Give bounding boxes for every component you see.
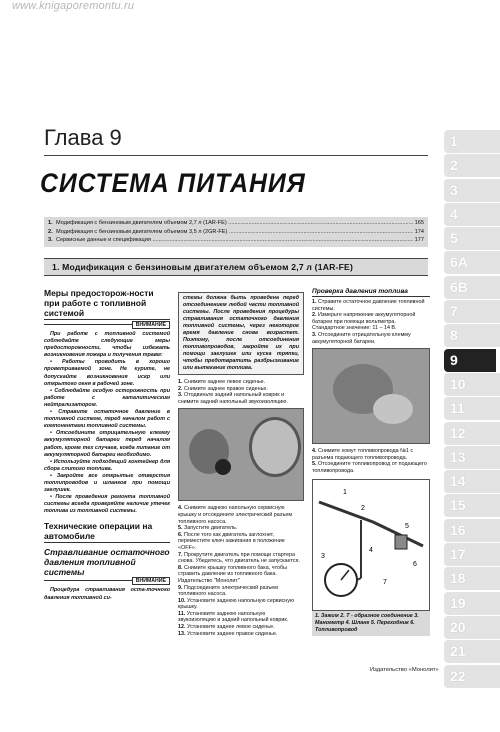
step-item xyxy=(312,448,430,461)
photo-detail xyxy=(249,417,301,477)
warning-continuation: стемы должна быть проведена перед отсоединением любой части топливной системы. После проведения процедуры стравливания остаточного давления топливной системы, через некоторое время давление снова возрастет. Поэтому, после отсоединения топливопроводов, закройте их при помощи заглушек или куска тряпки, чтобы предотвратить разбрызгивание или вытекание топлива. xyxy=(178,292,304,375)
step-item xyxy=(178,624,304,631)
chapter-tab[interactable]: 10 xyxy=(444,373,500,396)
toc-entry[interactable] xyxy=(48,236,424,245)
step-text: Отодвиньте задний напольный коврик и снимите задний напольный звукоизоляцию. xyxy=(178,392,288,405)
chapter-tab-active[interactable]: 9 xyxy=(444,349,496,372)
step-item xyxy=(312,299,430,312)
step-number: 8. xyxy=(178,564,183,571)
chapter-tab[interactable]: 6В xyxy=(444,276,500,299)
step-number: 1. xyxy=(312,299,317,305)
chapter-tab[interactable]: 7 xyxy=(444,300,500,323)
site-watermark: www.knigaporemontu.ru xyxy=(12,0,135,12)
step-list xyxy=(312,299,430,345)
fuel-pump-cover-photo xyxy=(178,408,304,501)
table-of-contents xyxy=(44,217,428,247)
chapter-tab[interactable]: 20 xyxy=(444,616,500,639)
chapter-tab[interactable]: 21 xyxy=(444,640,500,663)
chapter-divider xyxy=(44,155,428,156)
chapter-tab[interactable]: 15 xyxy=(444,494,500,517)
chapter-tab[interactable]: 12 xyxy=(444,422,500,445)
step-text: Снимите хомут топливопровода №1 с разъема подающего топливопровода. xyxy=(312,448,414,461)
chapter-title: СИСТЕМА ПИТАНИЯ xyxy=(40,168,306,198)
step-text: Отсоедините топливопровод от подающего топливопровода. xyxy=(312,461,427,474)
step-item xyxy=(312,312,430,332)
warning-paragraph: • Стравите остаточное давление в топливной системе, перед началом работ с компонентами топливной системы. xyxy=(44,409,170,430)
step-number: 4. xyxy=(178,505,183,512)
diagram-label: 3 xyxy=(321,552,325,560)
step-number: 10. xyxy=(178,597,186,604)
step-item xyxy=(178,611,304,624)
step-text: После того как двигатель заглохнет, переместите ключ зажигания в положение «OFF». xyxy=(178,531,285,551)
step-number: 9. xyxy=(178,584,183,591)
chapter-tabs xyxy=(444,130,500,689)
step-number: 11. xyxy=(178,610,186,617)
warning-paragraph: Процедура стравливания оста-точного давления топливной си- xyxy=(44,587,170,601)
warning-header xyxy=(44,324,170,329)
step-item xyxy=(178,565,304,585)
toc-text: Модификация с бензиновым двигателем объемом 3,5 л (2GR-FE) ..... xyxy=(56,228,413,237)
diagram-label: 5 xyxy=(405,522,409,530)
step-number: 5. xyxy=(178,525,183,532)
warning-paragraph: • Работы проводить в хорошо проветриваемой зоне. Не курите, не допускайте возникновения искр или открытого огня в рабочей зоне. xyxy=(44,359,170,387)
step-item xyxy=(178,598,304,611)
step-item xyxy=(178,585,304,598)
step-text: Отсоедините отрицательную клемму аккумуляторной батареи. xyxy=(312,331,411,345)
diagram-label: 7 xyxy=(383,578,387,586)
warning-tag: ВНИМАНИЕ xyxy=(132,577,170,585)
step-item xyxy=(178,505,304,525)
step-number: 12. xyxy=(178,624,186,631)
step-number: 7. xyxy=(178,551,183,558)
diagram-label: 6 xyxy=(413,560,417,568)
step-text: Снимите заднюю напольную сервисную крышку и отсоедините электрический разъем топливного насоса. xyxy=(178,505,293,525)
chapter-tab[interactable]: 14 xyxy=(444,470,500,493)
chapter-tab[interactable]: 8 xyxy=(444,324,500,347)
photo-detail xyxy=(215,459,231,475)
diagram-label: 4 xyxy=(369,546,373,554)
toc-text: Модификация с бензиновым двигателем объемом 2,7 л (1AR-FE) ..... xyxy=(56,219,413,228)
step-text: Установите заднюю напольную сервисную крышку. xyxy=(178,597,295,611)
fuel-line-photo xyxy=(312,348,430,444)
step-item xyxy=(178,631,304,638)
warning-paragraph: • После проведения ремонта топливной системы всегда проверяйте наличие утечек топлива из топливной системы. xyxy=(44,494,170,515)
chapter-tab[interactable]: 13 xyxy=(444,446,500,469)
chapter-tab[interactable]: 22 xyxy=(444,665,500,688)
section-header: 1. Модификация с бензиновым двигателем объемом 2,7 л (1AR-FE) xyxy=(44,258,428,276)
chapter-tab[interactable]: 3 xyxy=(444,179,500,202)
toc-page: 165 xyxy=(414,220,424,226)
step-text: Снимите крышку топливного бака, чтобы стравить давление из топливного бака. Издательство "Монолит" xyxy=(178,564,287,584)
chapter-tab[interactable]: 16 xyxy=(444,519,500,542)
fuel-pressure-heading: Проверка давления топлива xyxy=(312,288,430,297)
diagram-caption: 1. Зажим 2. Т - образное соединение 3. Манометр 4. Шланг 5. Переходник 6. Топливопровод xyxy=(312,611,430,636)
chapter-tab[interactable]: 19 xyxy=(444,592,500,615)
chapter-tab[interactable]: 18 xyxy=(444,567,500,590)
chapter-tab[interactable]: 1 xyxy=(444,130,500,153)
step-item xyxy=(312,461,430,474)
toc-number: 1. xyxy=(48,220,53,226)
step-number: 4. xyxy=(312,448,317,455)
step-list xyxy=(312,448,430,474)
column-1 xyxy=(44,288,170,602)
step-number: 2. xyxy=(312,312,317,319)
toc-page: 177 xyxy=(414,237,424,244)
warning-paragraph: При работе с топливной системой соблюдайте следующие меры предосторожности, чтобы избежать возникновения пожара и получения травм: xyxy=(44,331,170,359)
step-text: Измерьте напряжение аккумуляторной батареи при помощи вольтметра. Стандартное значение: 11 – 14 В. xyxy=(312,312,416,332)
step-text: Установите заднее правое сиденье. xyxy=(187,630,278,637)
warning-text xyxy=(44,587,170,601)
step-text: Стравите остаточное давление топливной системы. xyxy=(312,299,425,312)
chapter-tab[interactable]: 2 xyxy=(444,154,500,177)
warning-text xyxy=(44,331,170,515)
toc-entry[interactable] xyxy=(48,219,424,228)
step-item xyxy=(178,532,304,552)
step-item xyxy=(178,379,304,386)
chapter-tab[interactable]: 6А xyxy=(444,251,500,274)
chapter-tab[interactable]: 11 xyxy=(444,397,500,420)
warning-tag: ВНИМАНИЕ xyxy=(132,321,170,329)
chapter-label: Глава 9 xyxy=(44,125,122,150)
step-number: 2. xyxy=(178,385,183,392)
toc-number: 2. xyxy=(48,228,53,235)
warning-paragraph: • Отсоедините отрицательную клемму аккумуляторной батареи перед началом работ, кроме тех случаев, когда питание от аккумуляторной батареи необходимо. xyxy=(44,430,170,458)
warning-paragraph: • Используйте подходящий контейнер для сбора слитого топлива. xyxy=(44,458,170,472)
step-number: 5. xyxy=(312,461,317,468)
warning-paragraph: • Закройте все открытые отверстия топлипроводов и шлангов при помощи заглушек. xyxy=(44,472,170,494)
operations-heading: Технические операции на автомобиле xyxy=(44,521,170,543)
step-text: Прокрутите двигатель при помощи стартера снова. Убедитесь, что двигатель не запускается. xyxy=(178,551,300,565)
step-text: Установите заднюю напольную звукоизоляцию и задний напольный коврик. xyxy=(178,610,289,624)
warning-header xyxy=(44,580,170,585)
clamp xyxy=(395,535,407,549)
toc-number: 3. xyxy=(48,237,53,244)
diagram-label: 2 xyxy=(361,504,365,512)
step-text: Подсоедините электрический разъем топливного насоса. xyxy=(178,584,278,598)
step-text: Запустите двигатель. xyxy=(184,525,238,532)
step-number: 13. xyxy=(178,630,186,637)
chapter-tab[interactable]: 17 xyxy=(444,543,500,566)
step-number: 1. xyxy=(178,379,183,385)
step-list xyxy=(178,379,304,405)
diagram-label: 1 xyxy=(343,488,347,496)
column-2 xyxy=(178,292,304,637)
step-list xyxy=(178,505,304,637)
column-3 xyxy=(312,288,430,636)
chapter-tab[interactable]: 5 xyxy=(444,227,500,250)
step-text: Снимите заднее левое сиденье. xyxy=(184,379,266,385)
step-number: 3. xyxy=(312,331,317,338)
toc-page: 174 xyxy=(414,228,424,235)
step-text: Снимите заднее правое сиденье. xyxy=(184,385,268,392)
step-item xyxy=(178,392,304,405)
toc-entry[interactable] xyxy=(48,228,424,237)
step-number: 6. xyxy=(178,531,183,538)
step-text: Установите заднее левое сиденье. xyxy=(187,624,275,631)
precautions-heading: Меры предосторож-ности при работе с топливной системой xyxy=(44,288,170,320)
step-item xyxy=(178,525,304,532)
warning-paragraph: • Соблюдайте особую осторожность при работе с каталитическим нейтрализатором. xyxy=(44,387,170,408)
step-item xyxy=(178,552,304,565)
chapter-tab[interactable]: 4 xyxy=(444,203,500,226)
gauge-schematic xyxy=(313,480,429,610)
toc-text: Сервисные данные и спецификация ..... xyxy=(56,236,413,245)
step-number: 3. xyxy=(178,392,183,399)
step-item xyxy=(312,332,430,345)
pressure-gauge-diagram xyxy=(312,479,430,611)
publisher-footer: Издательство «Монолит» xyxy=(370,667,439,673)
photo-detail xyxy=(373,394,413,424)
pressure-release-heading: Стравливание остаточного давления топливной системы xyxy=(44,547,170,578)
